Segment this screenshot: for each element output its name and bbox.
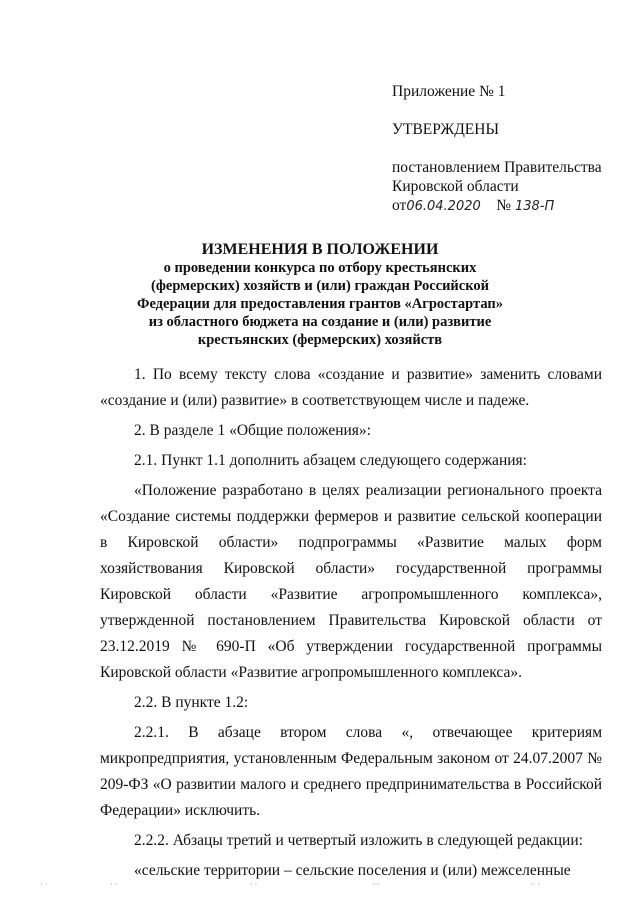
number-prefix: №	[496, 197, 512, 214]
scan-specks: · · · · · · ··· ·· ·	[40, 880, 540, 889]
decree-date-number	[392, 196, 632, 216]
paragraph: 2.2. В пункте 1.2:	[134, 694, 249, 711]
paragraph: 2. В разделе 1 «Общие положения»:	[134, 422, 371, 439]
approval-block	[392, 82, 632, 216]
decree-line-2: Кировской области	[392, 178, 519, 195]
appendix-label: Приложение № 1	[392, 83, 506, 100]
handwritten-date: 06.04.2020	[406, 199, 481, 214]
paragraph: «Положение разработано в целях реализации регионального проекта «Создание системы поддержки фермеров и развитие сельской кооперации в Кировской области» подпрограммы «Развитие малых форм хозяйствования Кировской области» государственной программы Кировской области «Развитие агропромышленного комплекса», утвержденной постановлением Правительства Кировской области от 23.12.2019 № 690-П «Об утверждении государственной программы Кировской области «Развитие агропромышленного комплекса».	[100, 482, 602, 681]
paragraph: 2.1. Пункт 1.1 дополнить абзацем следующего содержания:	[134, 452, 527, 469]
heading-line: (фермерских) хозяйств и (или) граждан Российской	[151, 278, 489, 294]
heading-line: крестьянских (фермерских) хозяйств	[197, 332, 443, 348]
document-body	[100, 362, 602, 888]
heading-line: Федерации для предоставления грантов «Агростартап»	[136, 296, 503, 312]
paragraph: «сельские территории – сельские поселения и (или) межселенные	[134, 862, 571, 879]
paragraph: 2.2.1. В абзаце втором слова «, отвечающее критериям микропредприятия, установленным Федеральным законом от 24.07.2007 № 209-ФЗ «О развитии малого и среднего предпринимательства в Российской Федерации» исключить.	[100, 724, 602, 819]
paragraph: 2.2.2. Абзацы третий и четвертый изложить в следующей редакции:	[134, 832, 583, 849]
paragraph: 1. По всему тексту слова «создание и развитие» заменить словами «создание и (или) развитие» в соответствующем числе и падеже.	[100, 366, 602, 409]
heading-line: о проведении конкурса по отбору крестьянских	[163, 260, 477, 276]
document-heading	[0, 240, 640, 349]
approved-label: УТВЕРЖДЕНЫ	[392, 121, 499, 138]
date-prefix: от	[392, 197, 407, 214]
decree-line-1: постановлением Правительства	[392, 159, 602, 176]
handwritten-number: 138-П	[514, 199, 555, 214]
heading-title: ИЗМЕНЕНИЯ В ПОЛОЖЕНИИ	[201, 241, 439, 258]
heading-line: из областного бюджета на создание и (или) развитие	[148, 314, 492, 330]
